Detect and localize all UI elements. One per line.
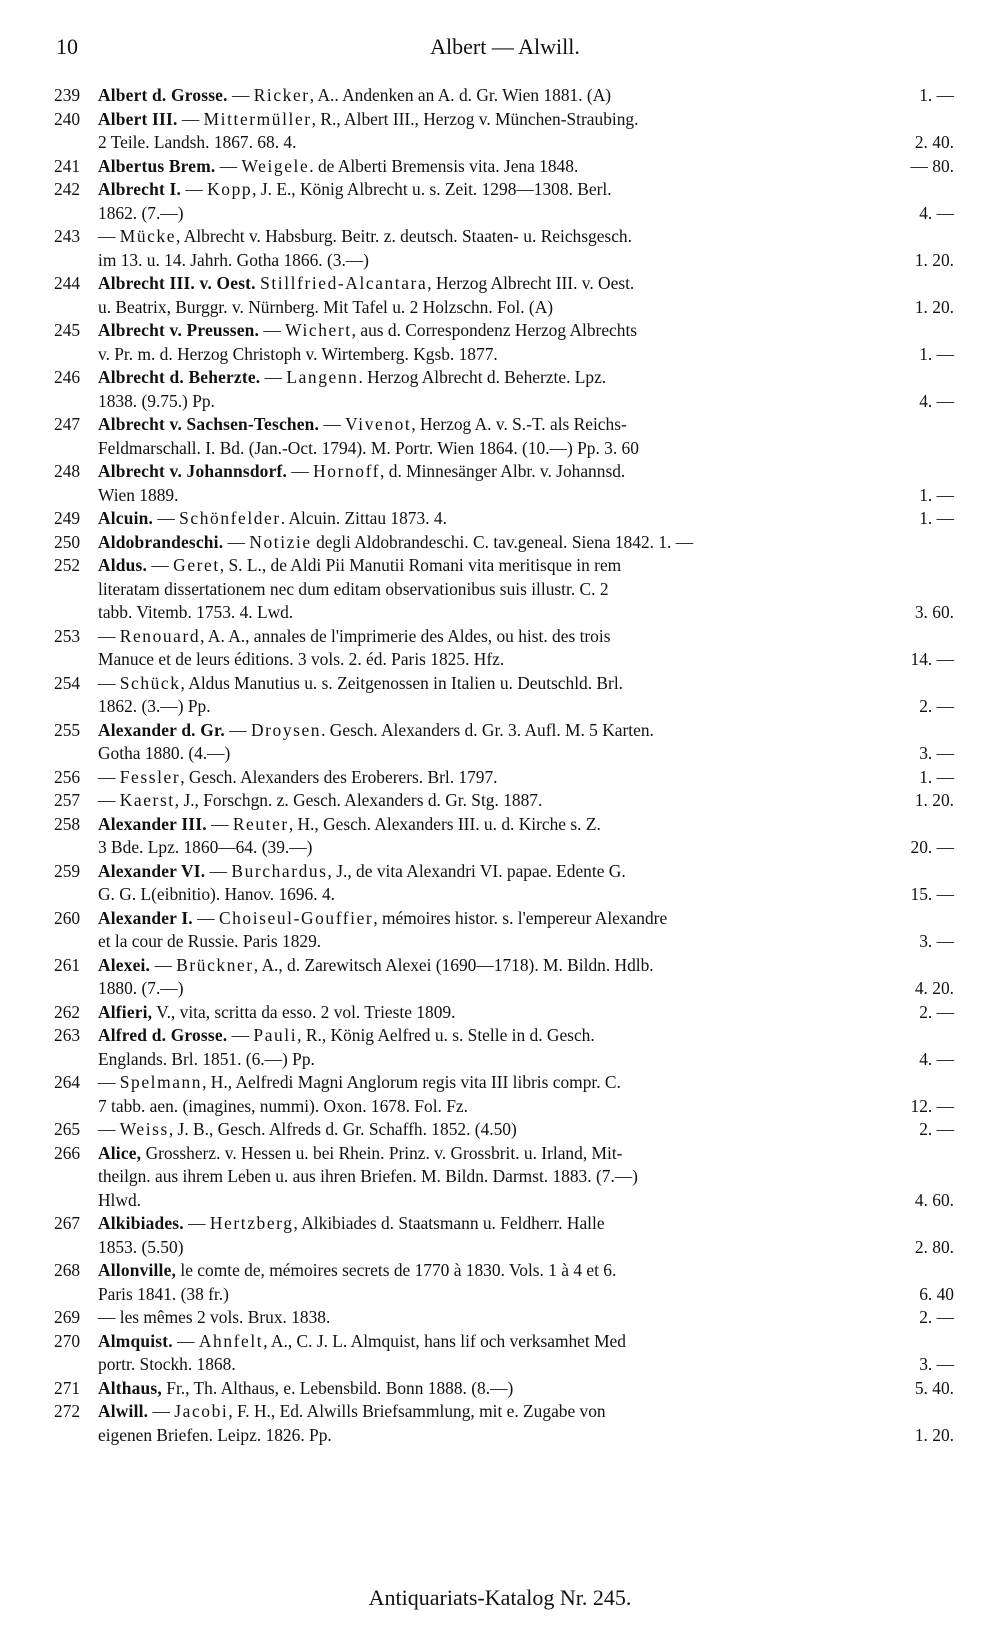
entry-author: Langenn (286, 367, 359, 387)
entry-text: — (181, 179, 208, 199)
entry-author: Kaerst (119, 790, 175, 810)
entry-text: Fr., Th. Althaus, e. Lebensbild. Bonn 1888. (8.—) (161, 1377, 514, 1398)
entry-line (98, 860, 954, 884)
entry-number: 267 (54, 1213, 81, 1233)
entry-number: 247 (54, 414, 81, 434)
entry-price: 4. 20. (914, 978, 954, 998)
entry-heading: Alcuin. (98, 508, 154, 528)
entry-text: 1862. (3.—) Pp. (98, 696, 211, 716)
entry-text: 1862. (7.—) (98, 202, 184, 223)
entry-line (98, 907, 954, 931)
entry-line (98, 84, 954, 108)
entry-heading: Albert d. Grosse. (98, 85, 228, 105)
entry-line (98, 1259, 954, 1283)
entry-text: — (98, 226, 120, 246)
entry-text: Feldmarschall. I. Bd. (Jan.-Oct. 1794). M. Portr. Wien 1864. (10.—) Pp. 3. 60 (98, 437, 639, 458)
entry-text: degli Aldobrandeschi. C. tav.geneal. Siena 1842. 1. — (311, 531, 694, 552)
entry-text: — (287, 461, 314, 481)
entry-line (98, 108, 954, 132)
entry-author: Mücke (119, 226, 177, 246)
entry-line (98, 695, 954, 719)
catalog-entry (54, 719, 954, 766)
entry-line (98, 813, 954, 837)
entry-text: u. Beatrix, Burggr. v. Nürnberg. Mit Tafel u. 2 Holzschn. Fol. (A) (98, 296, 554, 317)
entry-text: , aus d. Correspondenz Herzog Albrechts (351, 320, 638, 340)
entry-author: Brückner (176, 954, 254, 975)
entry-text: 3 Bde. Lpz. 1860—64. (39.—) (98, 837, 313, 857)
entry-text: , H., Gesch. Alexanders III. u. d. Kirche s. Z. (288, 813, 601, 834)
entry-heading: Albrecht v. Sachsen-Teschen. (98, 414, 320, 434)
entry-text: — (98, 672, 120, 693)
entry-heading: Albrecht v. Johannsdorf. (98, 461, 288, 481)
entry-text: , A., C. J. L. Almquist, hans lif och verksamhet Med (263, 1330, 626, 1351)
entry-heading: Albrecht III. v. Oest. (98, 273, 256, 293)
entry-price: 1. 20. (914, 1424, 954, 1445)
entry-text: eigenen Briefen. Leipz. 1826. Pp. (98, 1424, 332, 1445)
entry-text: — (227, 1025, 254, 1045)
entry-number: 263 (54, 1025, 81, 1045)
entry-price: 14. — (910, 649, 954, 669)
catalog-entry (54, 625, 954, 672)
entry-price: 1. — (919, 85, 954, 105)
entry-line (98, 343, 954, 367)
catalog-entry (54, 813, 954, 860)
entry-text: , mémoires histor. s. l'empereur Alexandre (373, 907, 668, 928)
entry-price: 4. — (919, 1048, 954, 1069)
catalog-entry (54, 766, 954, 790)
entry-line (98, 272, 954, 296)
entry-text: — (153, 508, 180, 528)
entry-price: 4. — (919, 390, 954, 411)
entry-line (98, 1330, 954, 1354)
entry-line (98, 578, 954, 602)
entry-heading: Althaus, (98, 1377, 162, 1398)
entry-author: Stillfried-Alcantara (260, 273, 428, 293)
entry-number: 241 (54, 155, 81, 176)
entry-price: 2. 40. (914, 132, 954, 152)
entry-price: 6. 40 (919, 1283, 954, 1304)
entry-line (98, 601, 954, 625)
entry-author: Weiss (119, 1119, 169, 1139)
entry-heading: Alfieri, (98, 1001, 153, 1022)
catalog-entry (54, 1071, 954, 1118)
entry-heading: Allonville, (98, 1260, 177, 1280)
entry-line (98, 1377, 954, 1401)
entry-text: , A. A., annales de l'imprimerie des Aldes, ou hist. des trois (200, 625, 611, 646)
entry-author: Mittermüller (203, 108, 312, 129)
entry-line (98, 1212, 954, 1236)
entry-price: 1. — (919, 766, 954, 787)
running-title: Albert — Alwill. (430, 34, 580, 59)
entry-author: Geret (173, 555, 220, 575)
catalog-entry (54, 531, 954, 555)
entry-text: — (192, 907, 219, 928)
entry-heading: Alwill. (98, 1401, 149, 1421)
entry-number: 246 (54, 367, 81, 387)
entry-text: , R., Albert III., Herzog v. München-Straubing. (311, 108, 639, 129)
entry-text: — (148, 1401, 175, 1421)
catalog-entry (54, 1024, 954, 1071)
entry-author: Vivenot (345, 414, 412, 434)
entry-line (98, 1118, 954, 1142)
entry-text: — (224, 719, 251, 740)
entry-line (98, 178, 954, 202)
entry-price: 3. — (919, 931, 954, 951)
entry-author: Hertzberg (209, 1213, 294, 1233)
catalog-entry (54, 672, 954, 719)
entry-number: 256 (54, 766, 81, 787)
catalog-entry (54, 155, 954, 179)
entry-author: Burchardus (231, 860, 328, 881)
entry-author: Pauli (253, 1025, 298, 1045)
entry-number: 260 (54, 907, 81, 928)
entry-number: 258 (54, 813, 81, 834)
entry-text: tabb. Vitemb. 1753. 4. Lwd. (98, 602, 294, 622)
entry-number: 250 (54, 531, 81, 552)
entry-text: , J. E., König Albrecht u. s. Zeit. 1298—1308. Berl. (252, 179, 612, 199)
catalog-entry (54, 1400, 954, 1447)
entry-number: 239 (54, 85, 81, 105)
entry-number: 255 (54, 719, 81, 740)
entry-number: 244 (54, 273, 81, 293)
catalog-entry (54, 178, 954, 225)
entry-text: — (205, 860, 232, 881)
entry-text: , A.. Andenken an A. d. Gr. Wien 1881. (A) (309, 85, 612, 105)
entry-number: 272 (54, 1401, 81, 1421)
entry-price: — 80. (910, 155, 954, 176)
page-header (56, 34, 954, 64)
entry-number: 266 (54, 1142, 81, 1163)
entry-text: , Herzog Albrecht III. v. Oest. (427, 273, 635, 293)
entry-price: 1. 20. (914, 296, 954, 317)
entry-text: Gotha 1880. (4.—) (98, 743, 231, 763)
entry-text: portr. Stockh. 1868. (98, 1354, 236, 1374)
entry-line (98, 1189, 954, 1213)
catalog-entry (54, 108, 954, 155)
entry-line (98, 1353, 954, 1377)
catalog-entries (0, 84, 1000, 1447)
catalog-entry (54, 789, 954, 813)
entry-number: 249 (54, 508, 81, 528)
entry-heading: Alexei. (98, 954, 151, 975)
entry-text: theilgn. aus ihrem Leben u. aus ihren Briefen. M. Bildn. Darmst. 1883. (7.—) (98, 1166, 638, 1186)
entry-author: Reuter (232, 813, 289, 834)
catalog-entry (54, 1259, 954, 1306)
entry-text: — (259, 320, 286, 340)
entry-text: — (227, 85, 254, 105)
entry-price: 1. — (919, 343, 954, 364)
entry-text: Grossherz. v. Hessen u. bei Rhein. Prinz. v. Grossbrit. u. Irland, Mit- (141, 1142, 623, 1163)
entry-price: 2. — (919, 1001, 954, 1022)
entry-heading: Albert III. (98, 108, 178, 129)
entry-heading: Albrecht I. (98, 179, 182, 199)
entry-text: — (98, 625, 120, 646)
entry-heading: Alexander III. (98, 813, 207, 834)
entry-price: 3. — (919, 743, 954, 763)
entry-text: Wien 1889. (98, 484, 179, 505)
entry-line (98, 836, 954, 860)
entry-line (98, 1424, 954, 1448)
entry-line (98, 1024, 954, 1048)
entry-price: 3. 60. (914, 602, 954, 622)
entry-line (98, 719, 954, 743)
entry-heading: Almquist. (98, 1330, 173, 1351)
catalog-footer: Antiquariats-Katalog Nr. 245. (368, 1585, 632, 1610)
catalog-entry (54, 225, 954, 272)
catalog-entry (54, 84, 954, 108)
page-number: 10 (56, 34, 78, 59)
entry-text: et la cour de Russie. Paris 1829. (98, 931, 322, 951)
catalog-entry (54, 1001, 954, 1025)
entry-number: 240 (54, 108, 81, 129)
entry-heading: Alice, (98, 1142, 142, 1163)
entry-text: literatam dissertationem nec dum editam observationibus suis illustr. C. 2 (98, 578, 609, 599)
entry-number: 270 (54, 1330, 81, 1351)
catalog-entry (54, 1306, 954, 1330)
entry-line (98, 1306, 954, 1330)
entry-text: le comte de, mémoires secrets de 1770 à 1830. Vols. 1 à 4 et 6. (176, 1260, 617, 1280)
entry-line (98, 507, 954, 531)
entry-text: , R., König Aelfred u. s. Stelle in d. Gesch. (297, 1025, 595, 1045)
entry-text: Englands. Brl. 1851. (6.—) Pp. (98, 1048, 315, 1069)
entry-line (98, 413, 954, 437)
entry-heading: Albrecht d. Beherzte. (98, 367, 261, 387)
entry-price: 2. 80. (914, 1236, 954, 1257)
entry-text: , J., de vita Alexandri VI. papae. Edente G. (327, 860, 626, 881)
entry-heading: Aldus. (98, 555, 148, 575)
entry-line (98, 625, 954, 649)
entry-text: — (98, 1072, 120, 1092)
entry-text: , Herzog A. v. S.-T. als Reichs- (411, 414, 627, 434)
entry-price: 2. — (919, 1307, 954, 1327)
entry-text: , Alkibiades d. Staatsmann u. Feldherr. Halle (293, 1213, 605, 1233)
catalog-entry (54, 460, 954, 507)
entry-heading: Aldobrandeschi. (98, 531, 224, 552)
entry-line (98, 554, 954, 578)
entry-line (98, 531, 954, 555)
entry-line (98, 1400, 954, 1424)
entry-heading: Alexander VI. (98, 860, 206, 881)
entry-line (98, 296, 954, 320)
entry-text: , H., Aelfredi Magni Anglorum regis vita III libris compr. C. (202, 1072, 621, 1092)
catalog-entry (54, 1330, 954, 1377)
entry-line (98, 766, 954, 790)
entry-number: 252 (54, 555, 81, 575)
entry-text: G. G. L(eibnitio). Hanov. 1696. 4. (98, 884, 335, 904)
entry-price: 1. — (919, 508, 954, 528)
entry-number: 265 (54, 1119, 81, 1139)
entry-text: Manuce et de leurs éditions. 3 vols. 2. éd. Paris 1825. Hfz. (98, 649, 505, 669)
catalog-entry (54, 1377, 954, 1401)
entry-author: Schönfelder (179, 508, 281, 528)
entry-number: 269 (54, 1307, 81, 1327)
catalog-entry (54, 954, 954, 1001)
entry-heading: Alfred d. Grosse. (98, 1025, 228, 1045)
entry-text: , A., d. Zarewitsch Alexei (1690—1718). M. Bildn. Hdlb. (253, 954, 654, 975)
entry-text: — (319, 414, 346, 434)
entry-text: — (98, 1119, 120, 1139)
entry-author: Weigele (241, 155, 310, 176)
catalog-entry (54, 554, 954, 625)
entry-text: Paris 1841. (38 fr.) (98, 1283, 229, 1304)
entry-line (98, 742, 954, 766)
entry-number: 264 (54, 1072, 81, 1092)
entry-author: Droysen (250, 719, 322, 740)
entry-line (98, 1071, 954, 1095)
entry-text: — (206, 813, 233, 834)
entry-text: 7 tabb. aen. (imagines, nummi). Oxon. 1678. Fol. Fz. (98, 1095, 468, 1116)
entry-number: 242 (54, 179, 81, 199)
entry-line (98, 366, 954, 390)
entry-number: 271 (54, 1377, 81, 1398)
entry-heading: Albertus Brem. (98, 155, 216, 176)
entry-text: — (98, 766, 120, 787)
entry-number: 261 (54, 954, 81, 975)
entry-heading: Alkibiades. (98, 1213, 184, 1233)
entry-text: im 13. u. 14. Jahrh. Gotha 1866. (3.—) (98, 249, 369, 270)
entry-author: Kopp (207, 179, 253, 199)
entry-line (98, 954, 954, 978)
entry-price: 2. — (919, 1119, 954, 1139)
entry-author: Ahnfelt (198, 1330, 264, 1351)
catalog-entry (54, 860, 954, 907)
catalog-entry (54, 1212, 954, 1259)
entry-text: — (98, 790, 120, 810)
entry-text: , Gesch. Alexanders des Eroberers. Brl. 1797. (180, 766, 498, 787)
entry-number: 257 (54, 790, 81, 810)
entry-line (98, 1165, 954, 1189)
entry-price: 1. 20. (914, 249, 954, 270)
entry-number: 248 (54, 461, 81, 481)
entry-author: Hornoff (313, 461, 381, 481)
entry-text: . Alcuin. Zittau 1873. 4. (280, 508, 447, 528)
entry-author: Fessler (119, 766, 181, 787)
entry-price: 5. 40. (914, 1377, 954, 1398)
entry-price: 4. 60. (914, 1189, 954, 1210)
entry-text: , F. H., Ed. Alwills Briefsammlung, mit e. Zugabe von (228, 1401, 606, 1421)
entry-number: 243 (54, 226, 81, 246)
entry-text: — (260, 367, 287, 387)
catalog-entry (54, 366, 954, 413)
entry-text: . Gesch. Alexanders d. Gr. 3. Aufl. M. 5 Karten. (321, 719, 654, 740)
entry-line (98, 672, 954, 696)
entry-text: — (147, 555, 174, 575)
entry-price: 15. — (910, 884, 954, 904)
entry-line (98, 249, 954, 273)
entry-author: Wichert (285, 320, 352, 340)
entry-line (98, 648, 954, 672)
entry-text: v. Pr. m. d. Herzog Christoph v. Wirtemberg. Kgsb. 1877. (98, 343, 498, 364)
entry-price: 12. — (910, 1095, 954, 1116)
entry-price: 3. — (919, 1354, 954, 1374)
entry-author: Ricker (253, 85, 310, 105)
entry-author: Jacobi (174, 1401, 229, 1421)
entry-heading: Alexander I. (98, 907, 193, 928)
entry-text: 1853. (5.50) (98, 1236, 184, 1257)
catalog-entry (54, 907, 954, 954)
entry-line (98, 1236, 954, 1260)
entry-author: Spelmann (119, 1072, 203, 1092)
entry-author: Schück (119, 672, 181, 693)
entry-line (98, 789, 954, 813)
entry-number: 259 (54, 860, 81, 881)
entry-line (98, 883, 954, 907)
entry-text: , Aldus Manutius u. s. Zeitgenossen in Italien u. Deutschld. Brl. (180, 672, 623, 693)
entry-text: — (223, 531, 250, 552)
entry-line (98, 319, 954, 343)
entry-line (98, 460, 954, 484)
entry-number: 253 (54, 625, 81, 646)
catalog-entry (54, 1118, 954, 1142)
entry-heading: Alexander d. Gr. (98, 719, 225, 740)
entry-price: 1. — (919, 484, 954, 505)
entry-price: 1. 20. (914, 790, 954, 810)
entry-line (98, 1095, 954, 1119)
catalog-entry (54, 413, 954, 460)
entry-line (98, 202, 954, 226)
entry-author: Renouard (119, 625, 201, 646)
entry-text: . Herzog Albrecht d. Beherzte. Lpz. (358, 367, 607, 387)
entry-price: 2. — (919, 696, 954, 716)
entry-text: — les mêmes 2 vols. Brux. 1838. (98, 1307, 331, 1327)
catalog-entry (54, 272, 954, 319)
entry-line (98, 225, 954, 249)
entry-price: 20. — (910, 837, 954, 857)
entry-number: 268 (54, 1260, 81, 1280)
entry-text: 1838. (9.75.) Pp. (98, 390, 215, 411)
entry-text: 2 Teile. Landsh. 1867. 68. 4. (98, 132, 297, 152)
entry-line (98, 930, 954, 954)
entry-line (98, 131, 954, 155)
entry-line (98, 155, 954, 179)
entry-text: 1880. (7.—) (98, 978, 184, 998)
entry-line (98, 390, 954, 414)
entry-author: Notizie (249, 531, 312, 552)
entry-heading: Albrecht v. Preussen. (98, 320, 260, 340)
entry-text: , J. B., Gesch. Alfreds d. Gr. Schaffh. 1852. (4.50) (168, 1119, 517, 1139)
entry-number: 245 (54, 320, 81, 340)
entry-text: — (150, 954, 177, 975)
catalog-entry (54, 507, 954, 531)
catalog-entry (54, 1142, 954, 1213)
entry-text: , J., Forschgn. z. Gesch. Alexanders d. Gr. Stg. 1887. (174, 790, 543, 810)
entry-author: Choiseul-Gouffier (218, 907, 374, 928)
entry-number: 254 (54, 672, 81, 693)
entry-line (98, 977, 954, 1001)
entry-text: — (172, 1330, 199, 1351)
entry-line (98, 484, 954, 508)
entry-line (98, 1001, 954, 1025)
entry-text: , d. Minnesänger Albr. v. Johannsd. (380, 461, 626, 481)
entry-line (98, 1142, 954, 1166)
entry-line (98, 1048, 954, 1072)
entry-number: 262 (54, 1001, 81, 1022)
entry-text: — (215, 155, 242, 176)
entry-text: V., vita, scritta da esso. 2 vol. Trieste 1809. (152, 1001, 456, 1022)
entry-text: , Albrecht v. Habsburg. Beitr. z. deutsch. Staaten- u. Reichsgesch. (176, 226, 632, 246)
entry-price: 4. — (919, 202, 954, 223)
entry-text: — (177, 108, 204, 129)
entry-text: . de Alberti Bremensis vita. Jena 1848. (309, 155, 579, 176)
entry-line (98, 1283, 954, 1307)
entry-text: — (183, 1213, 210, 1233)
entry-text: , S. L., de Aldi Pii Manutii Romani vita meritisque in rem (219, 555, 622, 575)
entry-text: Hlwd. (98, 1189, 141, 1210)
catalog-entry (54, 319, 954, 366)
entry-line (98, 437, 954, 461)
